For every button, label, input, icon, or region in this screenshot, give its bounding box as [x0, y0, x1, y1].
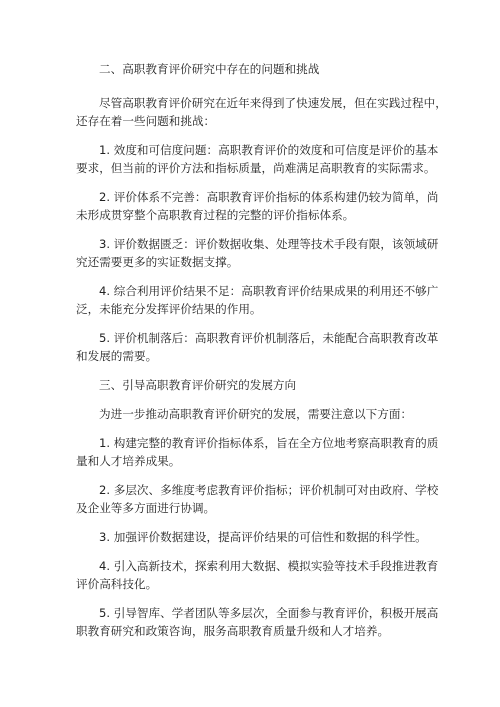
list-item: 4. 引入高新技术，探索利用大数据、模拟实验等技术手段推进教育 评价高科技化。 — [76, 559, 439, 591]
list-item: 2. 评价体系不完善：高职教育评价指标的体系构建仍较为简单，尚 未形成贯穿整个高职教育过程的完整的评价指标体系。 — [76, 190, 439, 222]
intro-paragraph: 尽管高职教育评价研究在近年来得到了快速发展，但在实践过程中， 还存在着一些问题和挑战： — [76, 96, 447, 128]
intro-paragraph: 为进一步推动高职教育评价研究的发展，需要注意以下方面： — [99, 407, 413, 421]
list-item: 3. 评价数据匮乏：评价数据收集、处理等技术手段有限，该领域研 究还需要更多的实证数据支撑。 — [76, 237, 439, 269]
section-heading: 三、引导高职教育评价研究的发展方向 — [99, 378, 297, 392]
section-heading: 二、高职教育评价研究中存在的问题和挑战 — [99, 62, 320, 76]
list-item: 1. 效度和可信度问题：高职教育评价的效度和可信度是评价的基本 要求，但当前的评价方法和指标质量，尚难满足高职教育的实际需求。 — [76, 143, 439, 175]
list-item: 3. 加强评价数据建设，提高评价结果的可信性和数据的科学性。 — [99, 530, 427, 544]
list-item: 4. 综合利用评价结果不足：高职教育评价结果成果的利用还不够广 泛，未能充分发挥评价结果的作用。 — [76, 284, 439, 316]
list-item: 5. 评价机制落后：高职教育评价机制落后，未能配合高职教育改革 和发展的需要。 — [76, 331, 439, 363]
document-page — [76, 60, 447, 640]
list-item: 2. 多层次、多维度考虑教育评价指标；评价机制可对由政府、学校 及企业等多方面进行协调。 — [76, 483, 439, 515]
list-item: 5. 引导智库、学者团队等多层次，全面参与教育评价，积极开展高 职教育研究和政策咨询，服务高职教育质量升级和人才培养。 — [76, 606, 439, 638]
list-item: 1. 构建完整的教育评价指标体系，旨在全方位地考察高职教育的质 量和人才培养成果。 — [76, 436, 439, 468]
